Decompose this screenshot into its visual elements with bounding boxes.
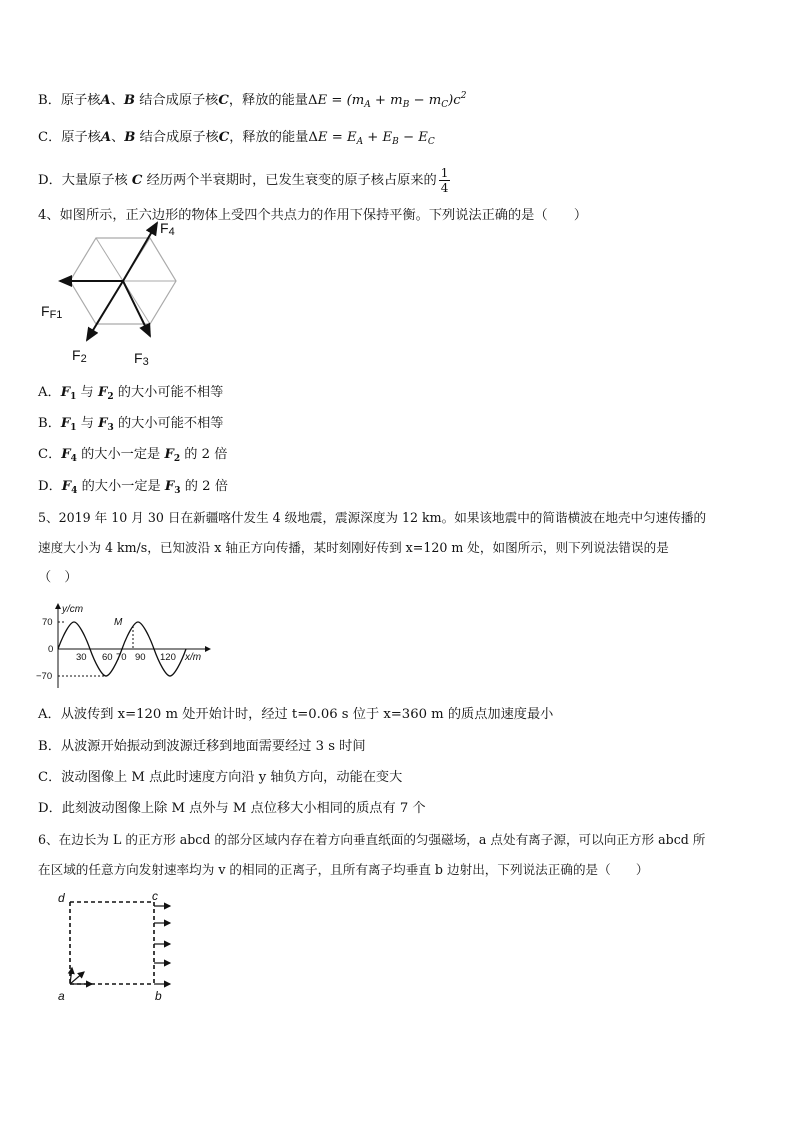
- q4-option-d: D．$F_4$ 的大小一定是 $F_3$ 的 2 倍: [38, 479, 228, 496]
- q5-option-d: D．此刻波动图像上除 M 点外与 M 点位移大小相同的质点有 7 个: [38, 801, 426, 816]
- force-f4-arrow: [123, 223, 157, 281]
- q6-stem-line2: 在区域的任意方向发射速率均为 v 的相同的正离子，且所有离子均垂直 b 边射出，下列说法正确的是（ ）: [38, 862, 649, 877]
- q3-b-formula: $\Delta E = (m_A + m_B - m_C)c^2$: [307, 91, 467, 110]
- label-f3: F3: [134, 350, 149, 368]
- y-tick-0: 0: [48, 644, 54, 655]
- q3-option-b: B．原子核A、B 结合成原子核C，释放的能量$\Delta E = (m_A + m_B - m_C)c^2$: [38, 91, 467, 110]
- point-m-label: M: [114, 617, 123, 628]
- q6-stem-line1: 6、在边长为 L 的正方形 abcd 的部分区域内存在着方向垂直纸面的匀强磁场，a 点处有离子源，可以向正方形 abcd 所: [38, 832, 706, 847]
- square-field-figure: [52, 888, 182, 1006]
- hexagon-force-figure: [38, 218, 188, 368]
- y-axis-label: y/cm: [62, 604, 84, 615]
- vertex-b: b: [155, 989, 162, 1003]
- label-f2: F2: [72, 347, 87, 365]
- y-tick-neg70: −70: [36, 671, 53, 682]
- q4-stem: 4、如图所示，正六边形的物体上受四个共点力的作用下保持平衡。下列说法正确的是（ ）: [38, 208, 588, 223]
- x-tick-90: 90: [135, 652, 146, 663]
- q5-stem-line3: （ ）: [38, 570, 78, 585]
- vertex-c: c: [152, 889, 158, 903]
- q3-option-d: D．大量原子核 C 经历两个半衰期时，已发生衰变的原子核占原来的 $\frac{1}{4}$: [38, 166, 449, 195]
- q4-option-b: B．$F_1$ 与 $F_3$ 的大小可能不相等: [38, 416, 224, 433]
- fraction-one-quarter: $\frac{1}{4}$: [440, 166, 449, 195]
- x-axis-label: x/m: [185, 652, 202, 663]
- emit-arrow-up: [70, 968, 72, 984]
- vertex-d: d: [58, 891, 65, 905]
- q3-option-c: C．原子核A、B 结合成原子核C，释放的能量$\Delta E = E_A + E_B - E_C$: [38, 130, 435, 147]
- q5-option-b: B．从波源开始振动到波源迁移到地面需要经过 3 s 时间: [38, 739, 366, 754]
- emit-arrow-diag: [70, 972, 84, 984]
- x-tick-70: 70: [116, 652, 127, 663]
- wave-graph-figure: [34, 600, 214, 692]
- q4-option-c: C．$F_4$ 的大小一定是 $F_2$ 的 2 倍: [38, 447, 228, 464]
- q5-stem-line1: 5、2019 年 10 月 30 日在新疆喀什发生 4 级地震，震源深度为 12 km。如果该地震中的简谐横波在地壳中匀速传播的: [38, 510, 707, 525]
- x-tick-120: 120: [160, 652, 176, 663]
- q5-option-a: A．从波传到 x=120 m 处开始计时，经过 t=0.06 s 位于 x=360 m 的质点加速度最小: [38, 707, 554, 722]
- q4-option-a: A．$F_1$ 与 $F_2$ 的大小可能不相等: [38, 385, 224, 402]
- q5-option-c: C．波动图像上 M 点此时速度方向沿 y 轴负方向，动能在变大: [38, 770, 403, 785]
- y-tick-70: 70: [42, 617, 53, 628]
- label-f1: FF1: [41, 303, 63, 321]
- x-tick-30: 30: [76, 652, 87, 663]
- vertex-a: a: [58, 989, 65, 1003]
- q3-c-formula: $\Delta E = E_A + E_B - E_C$: [308, 130, 435, 147]
- label-f4: F4: [160, 220, 175, 238]
- q5-stem-line2: 速度大小为 4 km/s，已知波沿 x 轴正方向传播，某时刻刚好传到 x=120 m 处，如图所示，则下列说法错误的是: [38, 540, 669, 555]
- force-f2-arrow: [87, 281, 123, 340]
- x-tick-60: 60: [102, 652, 113, 663]
- force-f3-arrow: [123, 281, 150, 336]
